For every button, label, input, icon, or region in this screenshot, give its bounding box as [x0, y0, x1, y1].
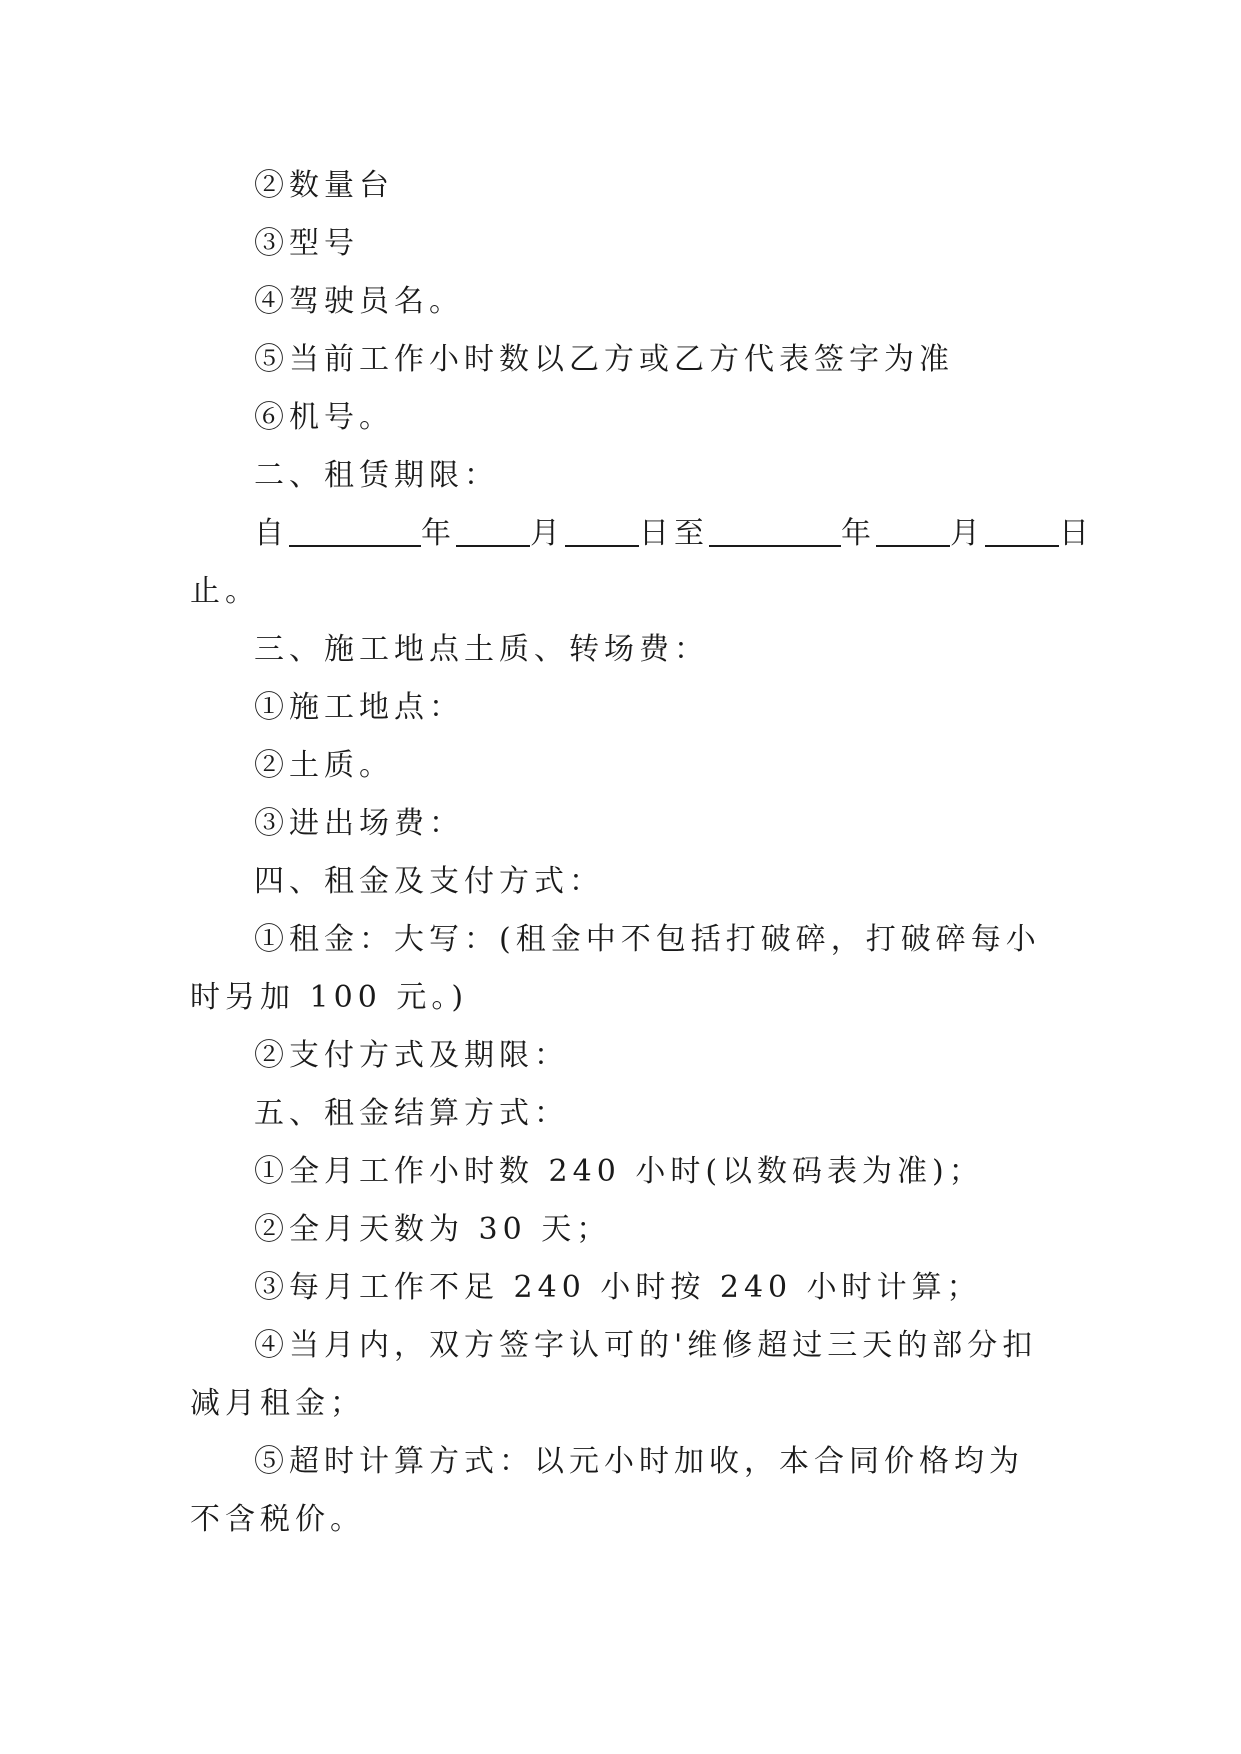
document-body — [190, 157, 1094, 1549]
item-monthly-hours: ①全月工作小时数 240 小时(以数码表为准)； — [254, 1154, 984, 1189]
item-payment-method: ②支付方式及期限： — [254, 1038, 569, 1073]
item-work-hours: ⑤当前工作小时数以乙方或乙方代表签字为准 — [254, 342, 954, 377]
item-quantity: ②数量台 — [254, 168, 394, 203]
item-entry-exit-fee: ③进出场费： — [254, 806, 464, 841]
item-model: ③型号 — [254, 226, 359, 261]
section-rent-payment: 四、租金及支付方式： — [254, 864, 604, 899]
lease-date-range: 自 年 月 日至 年 月 日止。 — [190, 505, 1052, 621]
section-rent-settlement: 五、租金结算方式： — [254, 1096, 569, 1131]
section-site-soil-fee: 三、施工地点土质、转场费： — [254, 632, 709, 667]
blank-start-month — [456, 513, 530, 547]
item-repair-deduction: ④当月内，双方签字认可的'维修超过三天的部分扣减月租金； — [190, 1328, 1038, 1421]
blank-start-year — [289, 513, 421, 547]
item-monthly-days: ②全月天数为 30 天； — [254, 1212, 612, 1247]
section-lease-term: 二、租赁期限： — [254, 458, 499, 493]
item-machine-no: ⑥机号。 — [254, 400, 394, 435]
item-minimum-hours: ③每月工作不足 240 小时按 240 小时计算； — [254, 1270, 982, 1305]
blank-end-day — [985, 513, 1059, 547]
item-soil: ②土质。 — [254, 748, 394, 783]
blank-start-day — [565, 513, 639, 547]
item-overtime: ⑤超时计算方式：以元小时加收，本合同价格均为不含税价。 — [190, 1444, 1024, 1537]
item-rent: ①租金：大写：(租金中不包括打破碎，打破碎每小时另加 100 元。) — [190, 922, 1041, 1015]
item-site: ①施工地点： — [254, 690, 464, 725]
blank-end-month — [876, 513, 950, 547]
item-driver: ④驾驶员名。 — [254, 284, 464, 319]
blank-end-year — [709, 513, 841, 547]
